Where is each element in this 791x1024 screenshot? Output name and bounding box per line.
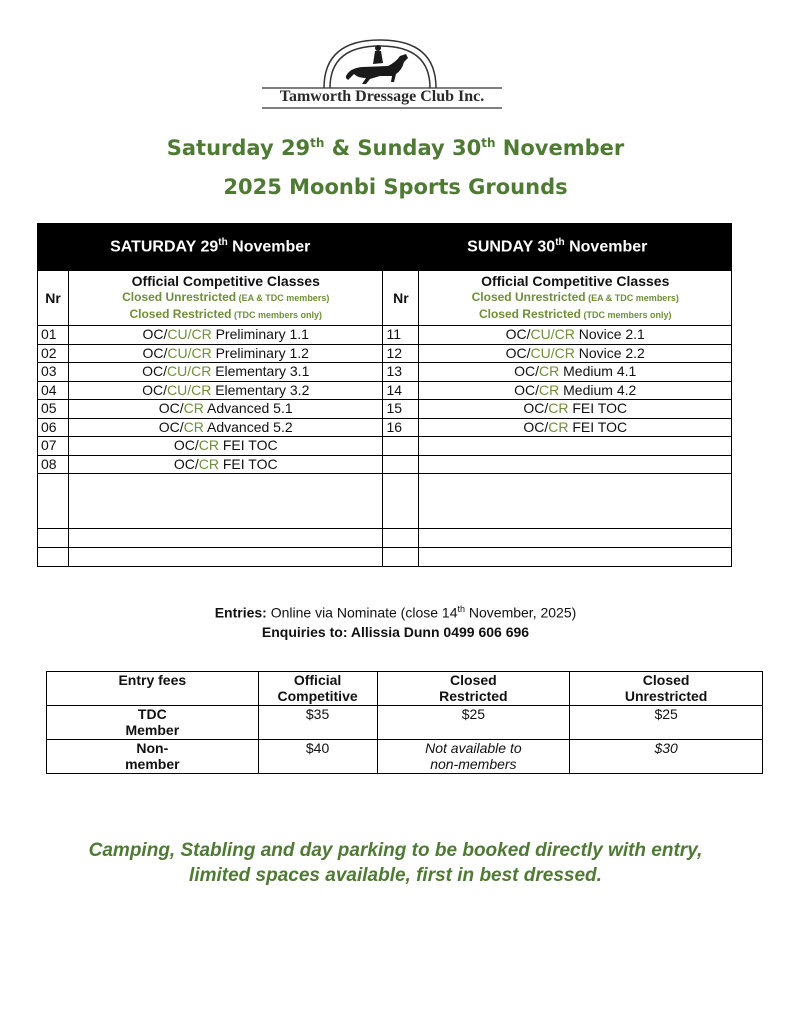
class-name: OC/CR FEI TOC — [68, 455, 383, 474]
class-number: 14 — [383, 381, 419, 400]
class-name: OC/CR Advanced 5.2 — [68, 418, 383, 437]
nr-column-header: Nr — [383, 271, 419, 326]
class-name: OC/CU/CR Elementary 3.1 — [68, 363, 383, 382]
table-row — [38, 344, 732, 363]
class-name: OC/CU/CR Preliminary 1.1 — [68, 326, 383, 345]
table-row — [38, 326, 732, 345]
enquiries-contact: Enquiries to: Allissia Dunn 0499 606 696 — [261, 623, 530, 640]
class-name: OC/CR FEI TOC — [419, 418, 732, 437]
class-number: 03 — [38, 363, 69, 382]
class-number: 08 — [38, 455, 69, 474]
fees-header: Closed Restricted — [377, 672, 570, 706]
class-number: 06 — [38, 418, 69, 437]
fees-header: Entry fees — [47, 672, 259, 706]
class-number: 02 — [38, 344, 69, 363]
fees-header: Official Competitive — [258, 672, 377, 706]
class-column-header: Official Competitive Classes Closed Unrestricted (EA & TDC members) Closed Restricted (TDC members only) — [68, 271, 383, 326]
table-row — [38, 455, 732, 474]
class-name: OC/CU/CR Novice 2.1 — [419, 326, 732, 345]
class-number: 05 — [38, 400, 69, 419]
event-venue-title: 2025 Moonbi Sports Grounds — [223, 175, 568, 199]
camping-notice: Camping, Stabling and day parking to be booked directly with entry, limited spaces available, first in best dressed. — [88, 840, 703, 886]
sunday-header: SUNDAY 30th November — [383, 224, 732, 271]
table-row — [38, 474, 732, 529]
class-name: OC/CR Advanced 5.1 — [68, 400, 383, 419]
table-row: Non- member $40 Not available to non-members $30 — [47, 740, 763, 774]
class-name: OC/CU/CR Elementary 3.2 — [68, 381, 383, 400]
class-name — [419, 437, 732, 456]
class-schedule-table — [37, 223, 732, 567]
class-number — [383, 437, 419, 456]
class-column-header: Official Competitive Classes Closed Unrestricted (EA & TDC members) Closed Restricted (TDC members only) — [419, 271, 732, 326]
class-number: 11 — [383, 326, 419, 345]
class-name: OC/CR FEI TOC — [68, 437, 383, 456]
class-number: 16 — [383, 418, 419, 437]
table-row — [38, 418, 732, 437]
class-number: 01 — [38, 326, 69, 345]
table-row — [38, 363, 732, 382]
table-row — [38, 400, 732, 419]
class-name: OC/CR Medium 4.1 — [419, 363, 732, 382]
class-name — [419, 455, 732, 474]
table-row — [38, 548, 732, 567]
class-number: 04 — [38, 381, 69, 400]
entry-fees-table — [46, 671, 763, 774]
fees-header: Closed Unrestricted — [570, 672, 763, 706]
class-number: 07 — [38, 437, 69, 456]
table-row — [38, 381, 732, 400]
class-number: 15 — [383, 400, 419, 419]
event-dates-title: Saturday 29th & Sunday 30th November — [166, 136, 625, 160]
class-name: OC/CU/CR Preliminary 1.2 — [68, 344, 383, 363]
class-number — [383, 455, 419, 474]
nr-column-header: Nr — [38, 271, 69, 326]
table-row — [38, 529, 732, 548]
class-number: 12 — [383, 344, 419, 363]
class-number: 13 — [383, 363, 419, 382]
table-row: TDC Member $35 $25 $25 — [47, 706, 763, 740]
class-name: OC/CR FEI TOC — [419, 400, 732, 419]
class-name: OC/CR Medium 4.2 — [419, 381, 732, 400]
table-row — [38, 437, 732, 456]
entries-info: Entries: Online via Nominate (close 14th November, 2025) Enquiries to: Allissia Dunn 0499 606 696 — [0, 600, 791, 642]
class-name: OC/CU/CR Novice 2.2 — [419, 344, 732, 363]
saturday-header: SATURDAY 29th November — [38, 224, 383, 271]
org-name: Tamworth Dressage Club Inc. — [279, 88, 485, 105]
